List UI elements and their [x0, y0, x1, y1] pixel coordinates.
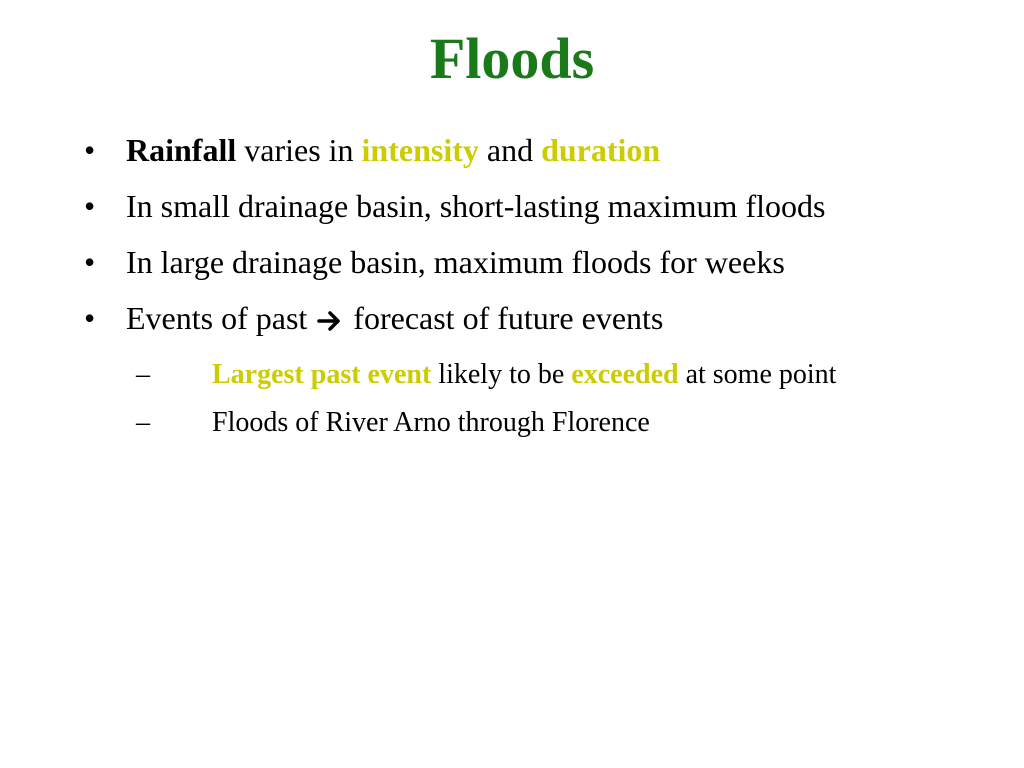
slide-title: Floods: [429, 26, 595, 91]
exceeded-term: exceeded: [571, 358, 679, 390]
bullet-item-large-basin: [84, 239, 964, 285]
bullet-marker: •: [84, 132, 96, 168]
subitem-largest-past-event: [84, 355, 964, 395]
bullet-text: Events of past: [126, 300, 316, 336]
bullet-text: forecast of future events: [345, 300, 664, 336]
bullet-text: In small drainage basin, short-lasting maximum floods: [126, 188, 826, 224]
bullet-marker: •: [84, 244, 96, 280]
bullet-text: In large drainage basin, maximum floods for weeks: [126, 244, 785, 280]
bullet-list: [84, 127, 964, 451]
rainfall-term: Rainfall: [126, 132, 237, 168]
bullet-marker: •: [84, 300, 96, 336]
right-arrow-icon: [317, 299, 343, 345]
bullet-item-rainfall: [84, 127, 964, 173]
subitem-text: likely to be: [431, 358, 572, 390]
bullet-marker: •: [84, 188, 96, 224]
bullet-item-small-basin: [84, 183, 964, 229]
subitem-arno-floods: [84, 403, 964, 443]
subitem-text: at some point: [678, 358, 837, 390]
duration-term: duration: [541, 132, 661, 168]
bullet-text: varies in: [236, 132, 362, 168]
sub-bullet-marker: –: [136, 406, 150, 438]
largest-past-event-term: Largest past event: [212, 358, 432, 390]
bullet-text: and: [478, 132, 542, 168]
bullet-item-events-past: [84, 295, 964, 345]
intensity-term: intensity: [361, 132, 479, 168]
subitem-text: Floods of River Arno through Florence: [212, 406, 650, 438]
sub-bullet-marker: –: [136, 358, 150, 390]
